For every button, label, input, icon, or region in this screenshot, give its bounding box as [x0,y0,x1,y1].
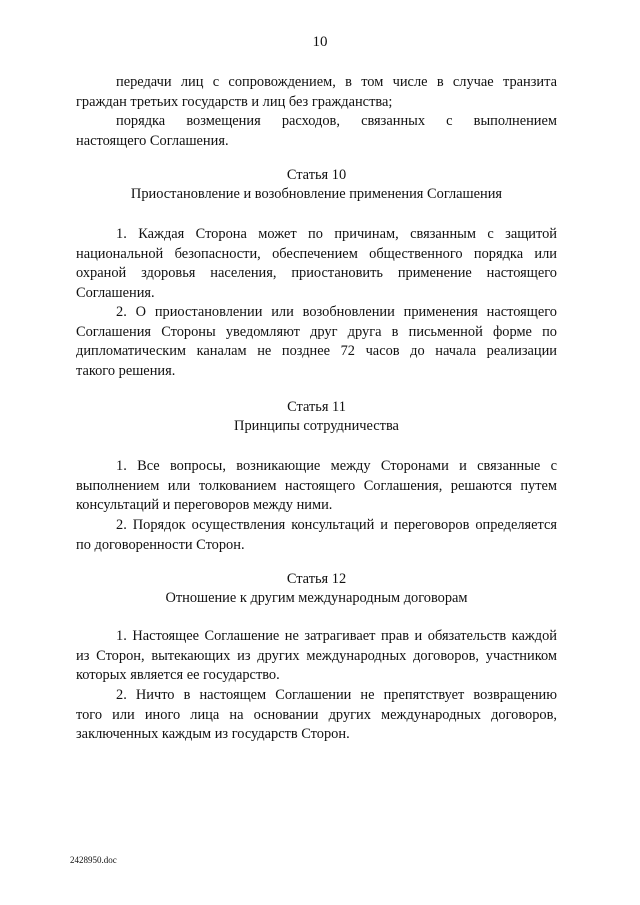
article-paragraph [76,627,557,686]
article-paragraph [76,686,557,745]
text-line: 2. Ничто в настоящем Соглашении не препятствует возвращению [116,687,557,703]
article-paragraph [76,303,557,381]
text-line: 1. Все вопросы, возникающие между Сторонами и связанные с [116,458,557,474]
text-line: Соглашения Стороны уведомляют друг друга в письменной форме по [76,323,557,340]
text-line: охраной здоровья населения, приостановить применение настоящего [76,265,557,281]
text-line: национальной безопасности, обеспечением общественного порядка или [76,245,557,262]
text-line: порядка возмещения расходов, связанных с выполнением [116,113,557,129]
article-number: Статья 11 [287,399,346,415]
text-line: дипломатическим каналам не позднее 72 часов до начала реализации [76,343,557,359]
text-line: Соглашения. [76,284,155,301]
text-line: заключенных каждым из государств Сторон. [76,726,350,742]
text-line: из Сторон, вытекающих из других международных договоров, участником [76,647,557,664]
article-title: Принципы сотрудничества [234,418,399,434]
text-line: по договоренности Сторон. [76,536,245,553]
text-line: такого решения. [76,362,176,379]
text-line: граждан третьих государств и лиц без гражданства; [76,93,393,110]
text-line: 1. Каждая Сторона может по причинам, связанным с защитой [116,226,557,242]
text-line: выполнением или толкованием настоящего Соглашения, решаются путем [76,477,557,494]
article-number: Статья 12 [286,571,347,587]
text-line: 1. Настоящее Соглашение не затрагивает прав и обязательств каждой [116,628,557,644]
text-line: передачи лиц с сопровождением, в том числе в случае транзита [116,74,557,90]
file-name-footer: 2428950.doc [70,855,117,865]
article-paragraph [76,516,557,555]
intro-paragraph-1 [76,73,557,112]
text-line: того или иного лица на основании других международных договоров, [76,706,557,723]
article-number: Статья 10 [286,167,347,183]
intro-paragraph-2 [76,112,557,151]
text-line: которых является ее государство. [76,667,280,683]
article-title: Отношение к другим международным договорам [165,590,468,606]
text-line: настоящего Соглашения. [76,132,229,149]
article-title: Приостановление и возобновление применения Соглашения [130,186,503,202]
text-line: 2. Порядок осуществления консультаций и переговоров определяется [116,517,557,533]
article-paragraph [76,457,557,516]
text-line: консультаций и переговоров между ними. [76,497,333,513]
article-paragraph [76,225,557,303]
text-line: 2. О приостановлении или возобновлении применения настоящего [116,304,557,320]
page-number: 10 [312,34,328,50]
